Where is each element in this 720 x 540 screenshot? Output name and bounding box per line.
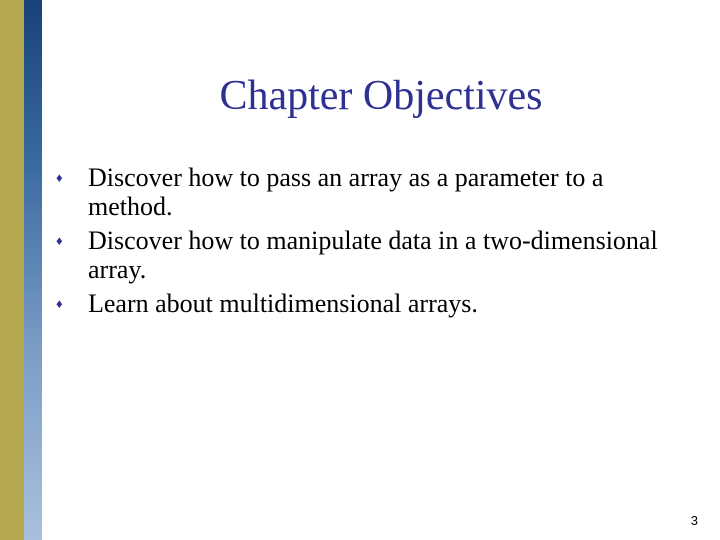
bullet-list: [56, 163, 676, 323]
bullet-text: Discover how to manipulate data in a two-dimensional array.: [88, 226, 658, 284]
bullet-text: Learn about multidimensional arrays.: [88, 289, 478, 318]
bullet-text: Discover how to pass an array as a parameter to a method.: [88, 163, 604, 221]
side-bar-olive: [0, 0, 24, 540]
bullet-item: [56, 289, 676, 318]
diamond-bullet-icon: ♦: [56, 296, 63, 311]
bullet-item: [56, 226, 676, 284]
side-bar-blue-gradient: [24, 0, 42, 540]
diamond-bullet-icon: ♦: [56, 233, 63, 248]
slide-title: Chapter Objectives: [219, 73, 543, 119]
bullet-item: [56, 163, 676, 221]
diamond-bullet-icon: ♦: [56, 170, 63, 185]
page-number: 3: [690, 513, 698, 528]
